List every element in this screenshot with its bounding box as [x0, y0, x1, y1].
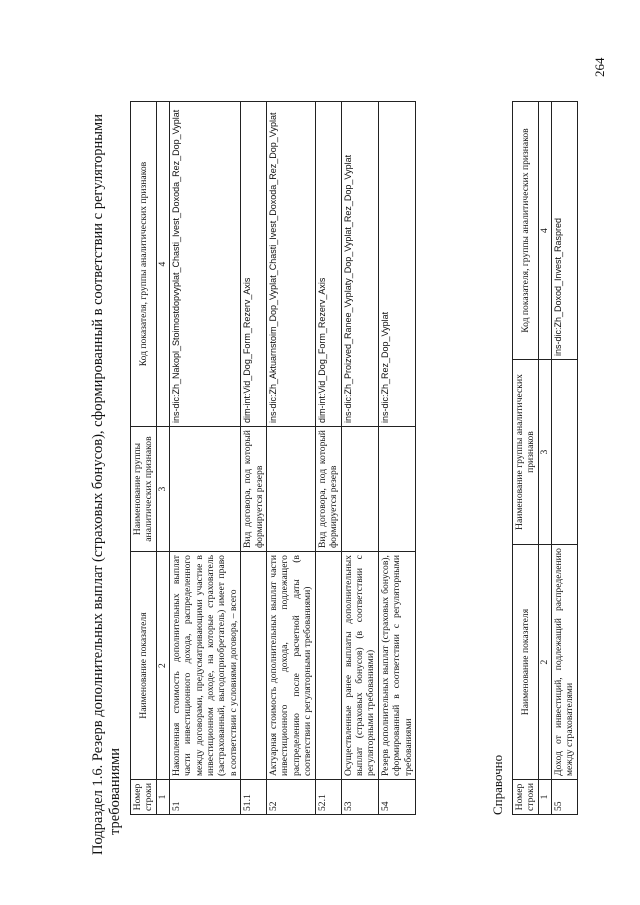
- row-group: Вид договора, под который формируется резерв: [315, 427, 341, 552]
- row-group: [378, 427, 415, 552]
- row-name: Резерв дополнительных выплат (страховых бонусов), сформированный в соответствии с регуляторными требованиями: [378, 552, 415, 780]
- header-cell: Номер строки: [131, 780, 157, 815]
- row-group: [551, 360, 577, 545]
- page-number: 264: [592, 57, 607, 77]
- row-code: ins-dic:Zh_Aktuarnstoim_Dop_Vyplat_Chasti_Ivest_Doxoda_Rez_Dop_Vyplat: [267, 102, 316, 427]
- table-header-row: [513, 102, 539, 815]
- column-number: 4: [156, 102, 169, 427]
- column-number: 3: [156, 427, 169, 552]
- column-number: 1: [538, 780, 551, 815]
- row-number: 52.1: [315, 780, 341, 815]
- row-name: [241, 552, 267, 780]
- row-number: 55: [551, 780, 577, 815]
- row-number: 53: [341, 780, 378, 815]
- row-name: Доход от инвестиций, подлежащий распределению между страхователями: [551, 545, 577, 780]
- section-heading: [90, 55, 124, 855]
- row-code: dim-int:Vid_Dog_Form_Rezerv_Axis: [315, 102, 341, 427]
- column-number: 4: [538, 102, 551, 360]
- header-cell: Наименование группы аналитических признаков: [131, 427, 157, 552]
- row-code: ins-dic:Zh_Doxod_Invest_Raspred: [551, 102, 577, 360]
- header-cell: Наименование показателя: [131, 552, 157, 780]
- table-row: [341, 102, 378, 815]
- table-row: [169, 102, 240, 815]
- table-row: [378, 102, 415, 815]
- row-name: Актуарная стоимость дополнительных выплат части инвестиционного дохода, подлежащего распределению после расчетной даты (в соответствии с регуляторными требованиями): [267, 552, 316, 780]
- table-row: [315, 102, 341, 815]
- row-code: ins-dic:Zh_Rez_Dop_Vyplat: [378, 102, 415, 427]
- row-code: ins-dic:Zh_Proizved_Ranee_Vyplaty_Dop_Vyplat_Rez_Dop_Vyplat: [341, 102, 378, 427]
- table-header-row: [131, 102, 157, 815]
- heading-line-2: требованиями: [107, 747, 123, 835]
- reference-table: [512, 101, 578, 815]
- header-cell: Код показателя, группы аналитических признаков: [131, 102, 157, 427]
- row-group: Вид договора, под который формируется резерв: [241, 427, 267, 552]
- row-number: 51: [169, 780, 240, 815]
- main-table: [130, 101, 416, 815]
- column-number-row: [538, 102, 551, 815]
- heading-line-1: Подраздел 1.6. Резерв дополнительных выплат (страховых бонусов), сформированный в соответствии с регуляторными: [90, 114, 106, 855]
- row-number: 51.1: [241, 780, 267, 815]
- row-name: Накопленная стоимость дополнительных выплат части инвестиционного дохода, распределенного между договорами, предусматривающими участие в инвестиционном доходе, на которые страхователь (застрахованный, выгодоприобретатель) имеет право в соответствии с условиями договора, – всего: [169, 552, 240, 780]
- column-number: 3: [538, 360, 551, 545]
- column-number-row: [156, 102, 169, 815]
- table-row: [267, 102, 316, 815]
- row-group: [341, 427, 378, 552]
- table-row: [551, 102, 577, 815]
- table-row: [241, 102, 267, 815]
- header-cell: Наименование показателя: [513, 545, 539, 780]
- column-number: 2: [156, 552, 169, 780]
- header-cell: Наименование группы аналитических признаков: [513, 360, 539, 545]
- header-cell: Номер строки: [513, 780, 539, 815]
- row-group: [267, 427, 316, 552]
- row-name: [315, 552, 341, 780]
- header-cell: Код показателя, группы аналитических признаков: [513, 102, 539, 360]
- row-number: 52: [267, 780, 316, 815]
- row-code: dim-int:Vid_Dog_Form_Rezerv_Axis: [241, 102, 267, 427]
- rotated-content: [90, 55, 620, 855]
- row-group: [169, 427, 240, 552]
- column-number: 2: [538, 545, 551, 780]
- reference-label: Справочно: [490, 754, 505, 815]
- row-number: 54: [378, 780, 415, 815]
- column-number: 1: [156, 780, 169, 815]
- row-name: Осуществленные ранее выплаты дополнительных выплат (страховых бонусов) (в соответствии с регуляторными требованиями): [341, 552, 378, 780]
- row-code: ins-dic:Zh_Nakopl_Stoimostdopvyplat_Chasti_Ivest_Doxoda_Rez_Dop_Vyplat: [169, 102, 240, 427]
